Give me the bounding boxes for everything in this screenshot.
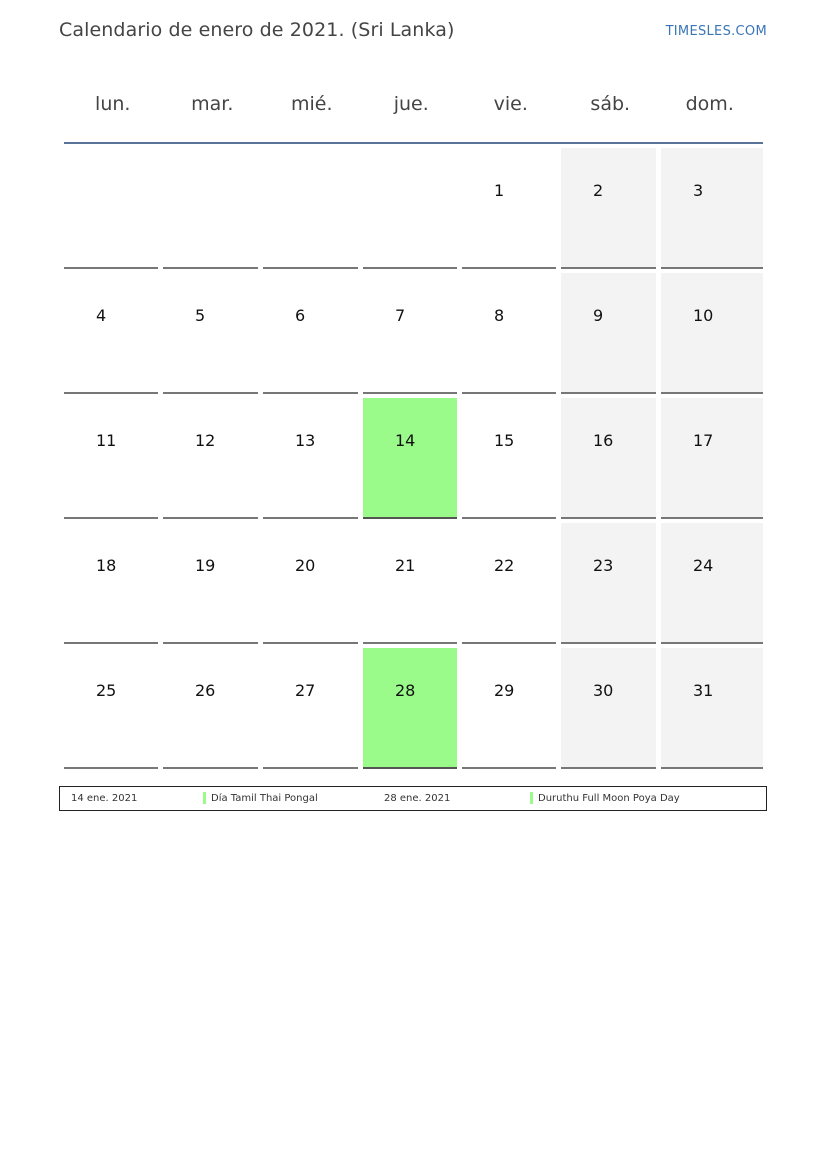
calendar-week-row (64, 148, 763, 269)
calendar-day-cell (163, 648, 258, 769)
calendar-day-cell (462, 273, 556, 394)
legend-holiday-1: Día Tamil Thai Pongal (211, 793, 318, 804)
calendar-day-cell (64, 273, 158, 394)
day-number: 14 (395, 431, 416, 450)
calendar-day-cell (163, 273, 258, 394)
calendar-day-cell (363, 273, 457, 394)
calendar-day-cell (462, 523, 556, 644)
calendar-day-cell (661, 273, 763, 394)
calendar-day-cell (661, 523, 763, 644)
calendar-day-cell (64, 648, 158, 769)
calendar-empty-cell (363, 148, 457, 269)
calendar-day-cell (561, 398, 656, 519)
day-number: 12 (195, 431, 216, 450)
calendar-day-cell (661, 398, 763, 519)
day-number: 8 (494, 306, 505, 325)
day-number: 23 (593, 556, 614, 575)
calendar-empty-cell (163, 148, 258, 269)
calendar-day-cell (263, 648, 358, 769)
calendar-day-cell (263, 273, 358, 394)
holiday-legend (59, 786, 767, 811)
day-number: 30 (593, 681, 614, 700)
calendar-day-cell (661, 148, 763, 269)
day-number: 2 (593, 181, 604, 200)
legend-date-2: 28 ene. 2021 (384, 793, 451, 804)
calendar-day-cell (64, 523, 158, 644)
day-number: 11 (96, 431, 117, 450)
weekday-thu: jue. (393, 93, 429, 115)
calendar-week-row (64, 398, 763, 519)
day-number: 26 (195, 681, 216, 700)
day-number: 13 (295, 431, 316, 450)
calendar-day-cell (561, 648, 656, 769)
calendar-day-cell (462, 148, 556, 269)
day-number: 10 (693, 306, 714, 325)
calendar-empty-cell (263, 148, 358, 269)
day-number: 19 (195, 556, 216, 575)
calendar-day-cell (561, 523, 656, 644)
calendar-day-cell (363, 648, 457, 769)
weekday-wed: mié. (290, 93, 333, 115)
day-number: 7 (395, 306, 406, 325)
calendar-week-row (64, 648, 763, 769)
calendar-day-cell (64, 398, 158, 519)
calendar-day-cell (462, 398, 556, 519)
calendar-day-cell (363, 398, 457, 519)
legend-date-1: 14 ene. 2021 (71, 793, 138, 804)
legend-color-marker-2 (530, 792, 533, 804)
day-number: 18 (96, 556, 117, 575)
day-number: 20 (295, 556, 316, 575)
calendar-day-cell (363, 523, 457, 644)
calendar-day-cell (561, 148, 656, 269)
day-number: 16 (593, 431, 614, 450)
calendar-day-cell (163, 398, 258, 519)
weekday-sat: sáb. (590, 93, 631, 115)
day-number: 15 (494, 431, 515, 450)
day-number: 28 (395, 681, 416, 700)
calendar-day-cell (661, 648, 763, 769)
day-number: 29 (494, 681, 515, 700)
calendar-empty-cell (64, 148, 158, 269)
day-number: 6 (295, 306, 306, 325)
calendar-day-cell (163, 523, 258, 644)
day-number: 31 (693, 681, 714, 700)
weekday-fri: vie. (493, 93, 528, 115)
weekday-tue: mar. (191, 93, 234, 115)
day-number: 25 (96, 681, 117, 700)
day-number: 22 (494, 556, 515, 575)
day-number: 3 (693, 181, 704, 200)
legend-holiday-2: Duruthu Full Moon Poya Day (538, 793, 680, 804)
calendar-week-row (64, 273, 763, 394)
day-number: 17 (693, 431, 714, 450)
day-number: 24 (693, 556, 714, 575)
site-link[interactable]: TIMESLES.COM (665, 24, 767, 39)
day-number: 5 (195, 306, 206, 325)
weekday-header-row (63, 88, 763, 120)
day-number: 27 (295, 681, 316, 700)
calendar-day-cell (462, 648, 556, 769)
calendar-day-cell (263, 398, 358, 519)
day-number: 9 (593, 306, 604, 325)
day-number: 21 (395, 556, 416, 575)
page-title: Calendario de enero de 2021. (Sri Lanka) (59, 19, 455, 41)
calendar-grid (64, 148, 763, 773)
weekday-mon: lun. (95, 93, 131, 115)
weekday-sun: dom. (685, 93, 734, 115)
calendar-day-cell (263, 523, 358, 644)
calendar-day-cell (561, 273, 656, 394)
legend-color-marker-1 (203, 792, 206, 804)
header-divider (64, 142, 763, 144)
day-number: 1 (494, 181, 505, 200)
day-number: 4 (96, 306, 107, 325)
calendar-week-row (64, 523, 763, 644)
